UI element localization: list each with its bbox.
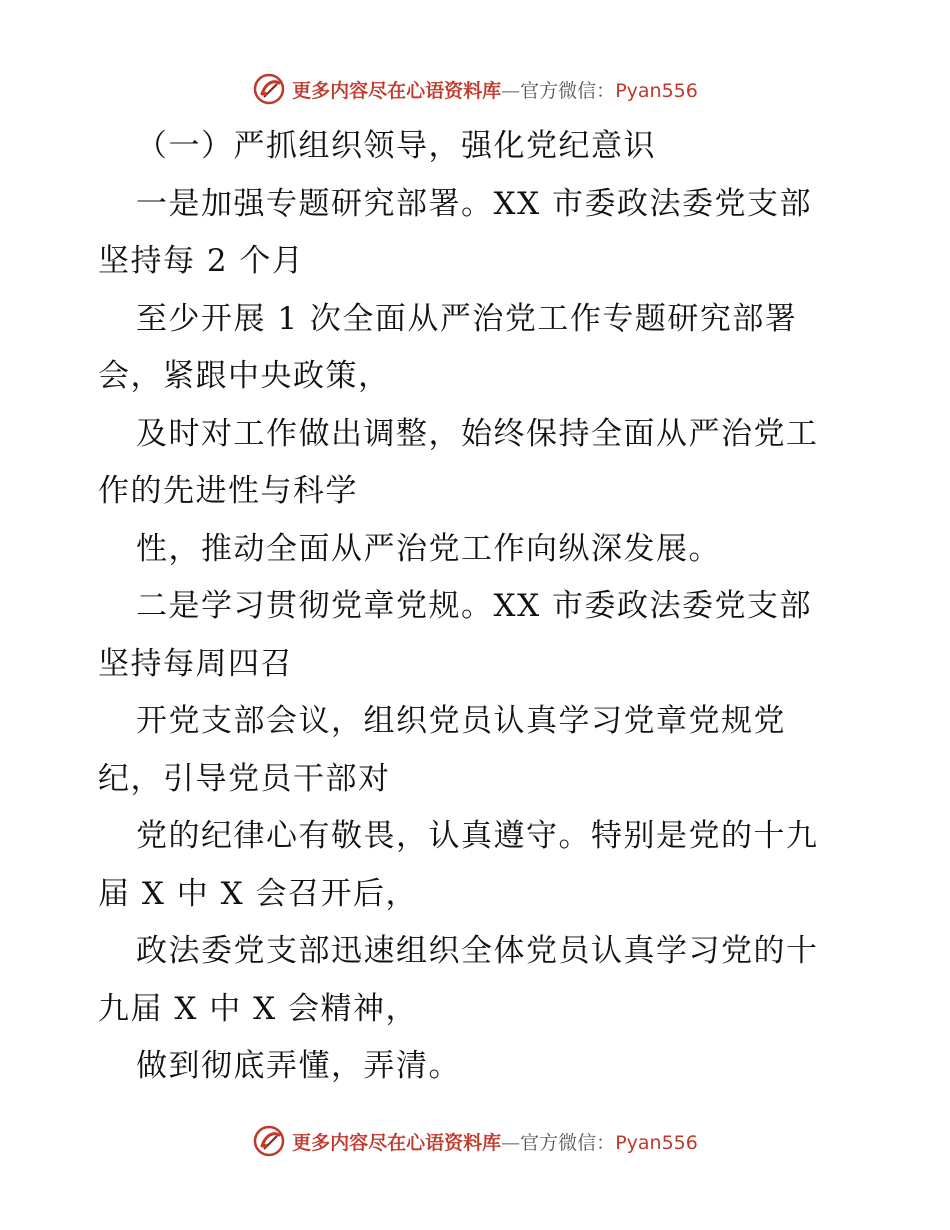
watermark-dash: — — [501, 79, 521, 102]
seal-logo-icon — [252, 72, 286, 106]
watermark-brand: 更多内容尽在心语资料库 — [292, 79, 502, 102]
paragraph-line: 做到彻底弄懂，弄清。 — [136, 1048, 461, 1084]
paragraph-line: 纪，引导党员干部对 — [98, 760, 391, 797]
paragraph-line: 坚持每 2 个月 — [98, 243, 305, 279]
footer-watermark — [0, 1124, 950, 1158]
watermark-text — [292, 76, 698, 103]
paragraph-line: 二是学习贯彻党章党规。XX 市委政法委党支部 — [136, 588, 812, 624]
header-watermark — [0, 72, 950, 106]
watermark-official-label: 官方微信： — [520, 79, 616, 102]
paragraph-line: 坚持每周四召 — [98, 645, 293, 682]
paragraph-line: 九届 X 中 X 会精神， — [98, 990, 419, 1027]
document-body — [98, 118, 868, 1096]
watermark-official-label: 官方微信： — [520, 1131, 616, 1154]
paragraph-line: 及时对工作做出调整，始终保持全面从严治党工 — [136, 415, 819, 452]
watermark-wechat-id: Pyan556 — [615, 1131, 698, 1154]
paragraph-line: 至少开展 1 次全面从严治党工作专题研究部署 — [136, 300, 798, 337]
seal-logo-icon — [252, 1124, 286, 1158]
paragraph-line: 开党支部会议，组织党员认真学习党章党规党 — [136, 703, 786, 739]
watermark-wechat-id: Pyan556 — [615, 79, 698, 102]
paragraph-line: 性，推动全面从严治党工作向纵深发展。 — [136, 530, 721, 567]
paragraph-line: 作的先进性与科学 — [98, 473, 358, 509]
paragraph-line: 会，紧跟中央政策， — [98, 358, 391, 394]
paragraph-line: 党的纪律心有敬畏，认真遵守。特别是党的十九 — [136, 818, 819, 854]
paragraph-line: 一是加强专题研究部署。XX 市委政法委党支部 — [136, 185, 812, 222]
watermark-dash: — — [501, 1131, 521, 1154]
paragraph-line: 届 X 中 X 会召开后， — [98, 875, 419, 912]
watermark-text — [292, 1128, 698, 1155]
paragraph-line: 政法委党支部迅速组织全体党员认真学习党的十 — [136, 933, 819, 969]
watermark-brand: 更多内容尽在心语资料库 — [292, 1131, 502, 1154]
section-heading: （一）严抓组织领导，强化党纪意识 — [136, 128, 656, 164]
